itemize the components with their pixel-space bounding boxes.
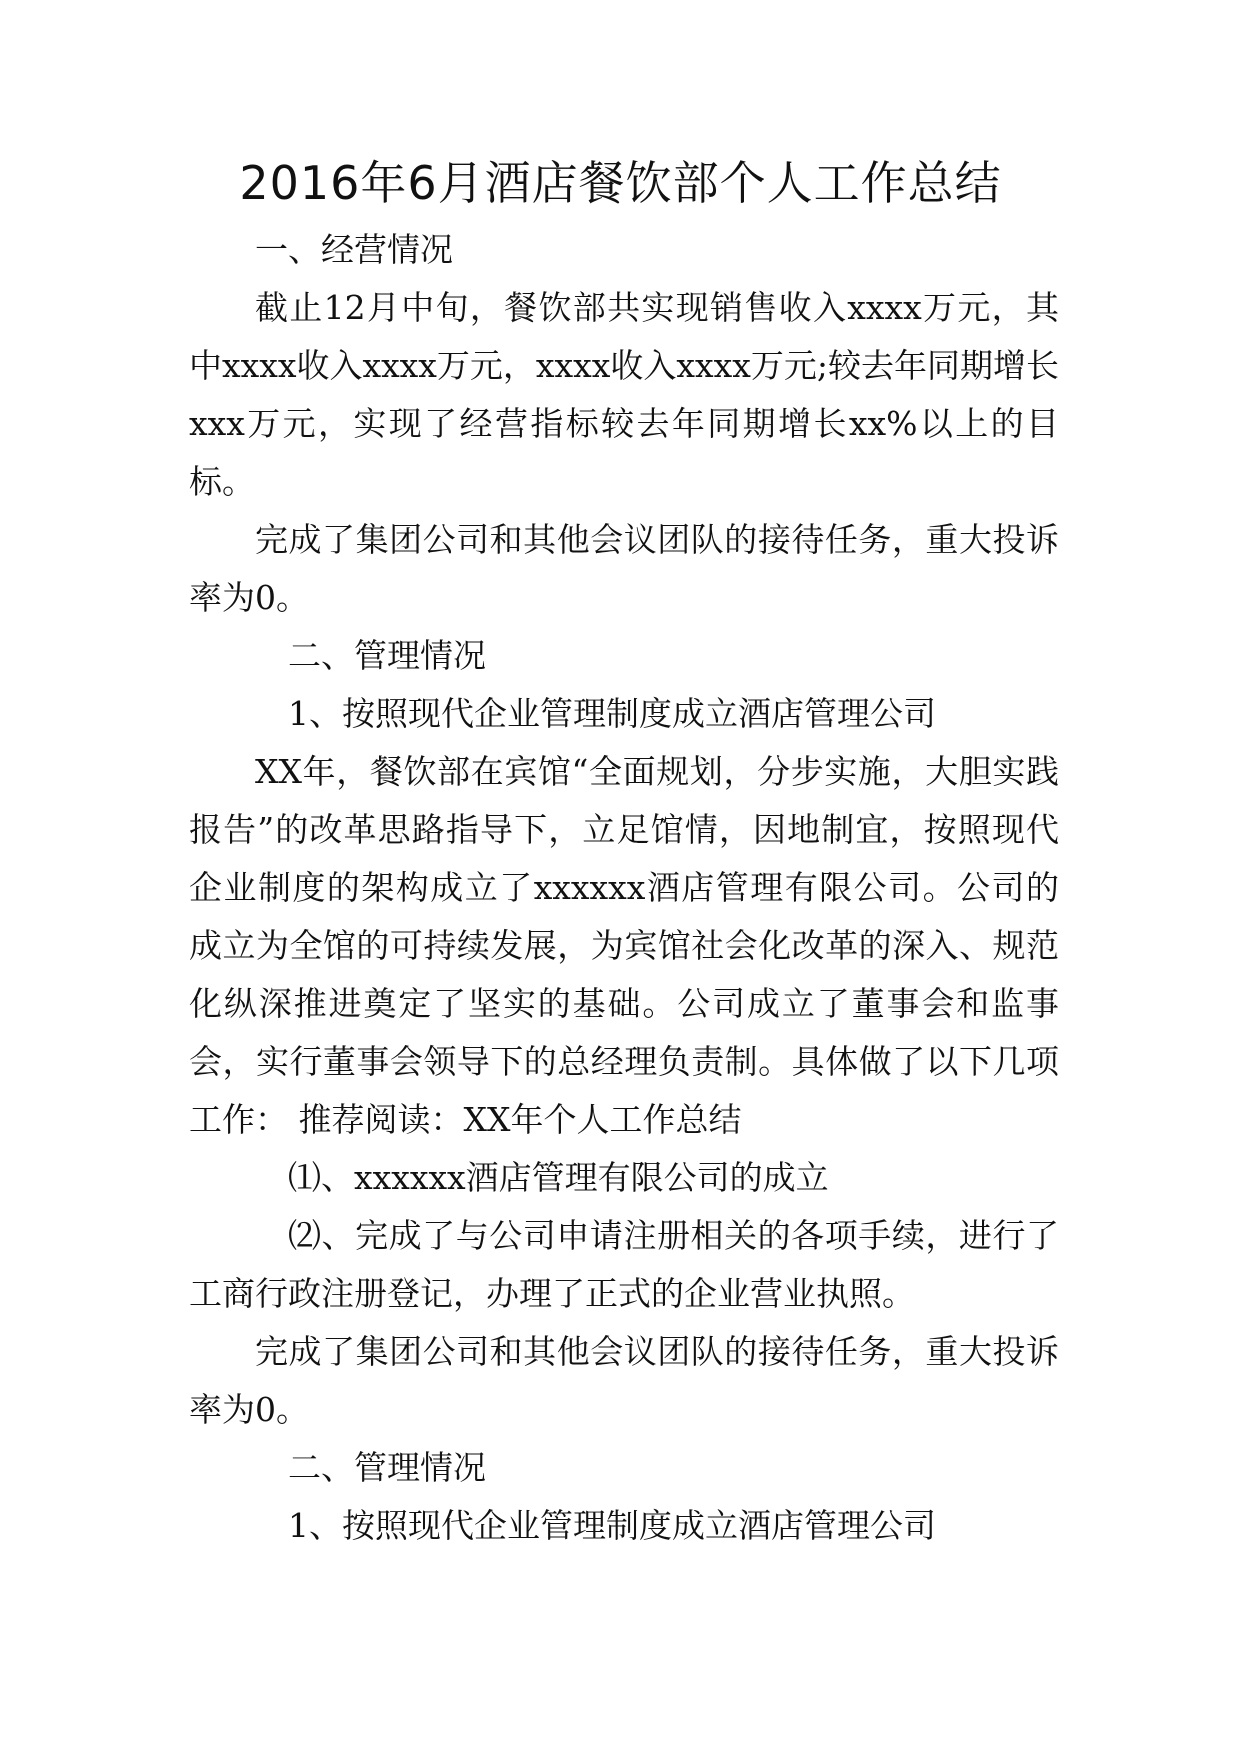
subheading-management-company: 1、按照现代企业管理制度成立酒店管理公司 bbox=[288, 694, 936, 733]
document-title: 2016年6月酒店餐饮部个人工作总结 bbox=[239, 156, 1002, 210]
subheading-management-company-repeat: 1、按照现代企业管理制度成立酒店管理公司 bbox=[288, 1506, 936, 1545]
section-heading-management-repeat: 二、管理情况 bbox=[288, 1448, 486, 1487]
section-heading-operations: 一、经营情况 bbox=[255, 230, 453, 269]
paragraph-reception-tasks-repeat: 完成了集团公司和其他会议团队的接待任务，重大投诉率为0。 bbox=[189, 1332, 1059, 1429]
section-heading-management: 二、管理情况 bbox=[288, 636, 486, 675]
paragraph-sales-revenue: 截止12月中旬，餐饮部共实现销售收入xxxx万元，其中xxxx收入xxxx万元，xxxx收入xxxx万元;较去年同期增长xxx万元，实现了经营指标较去年同期增长xx%以上的目标。 bbox=[189, 288, 1059, 501]
list-item-registration: ⑵、完成了与公司申请注册相关的各项手续，进行了工商行政注册登记，办理了正式的企业营业执照。 bbox=[189, 1216, 1059, 1313]
list-item-company-established: ⑴、xxxxxx酒店管理有限公司的成立 bbox=[288, 1158, 829, 1197]
paragraph-reception-tasks: 完成了集团公司和其他会议团队的接待任务，重大投诉率为0。 bbox=[189, 520, 1059, 617]
paragraph-reform: XX年，餐饮部在宾馆“全面规划，分步实施，大胆实践报告”的改革思路指导下，立足馆情，因地制宜，按照现代企业制度的架构成立了xxxxxx酒店管理有限公司。公司的成立为全馆的可持续发展，为宾馆社会化改革的深入、规范化纵深推进奠定了坚实的基础。公司成立了董事会和监事会，实行董事会领导下的总经理负责制。具体做了以下几项工作： 推荐阅读：XX年个人工作总结 bbox=[189, 752, 1059, 1139]
document-body bbox=[189, 221, 1059, 1555]
